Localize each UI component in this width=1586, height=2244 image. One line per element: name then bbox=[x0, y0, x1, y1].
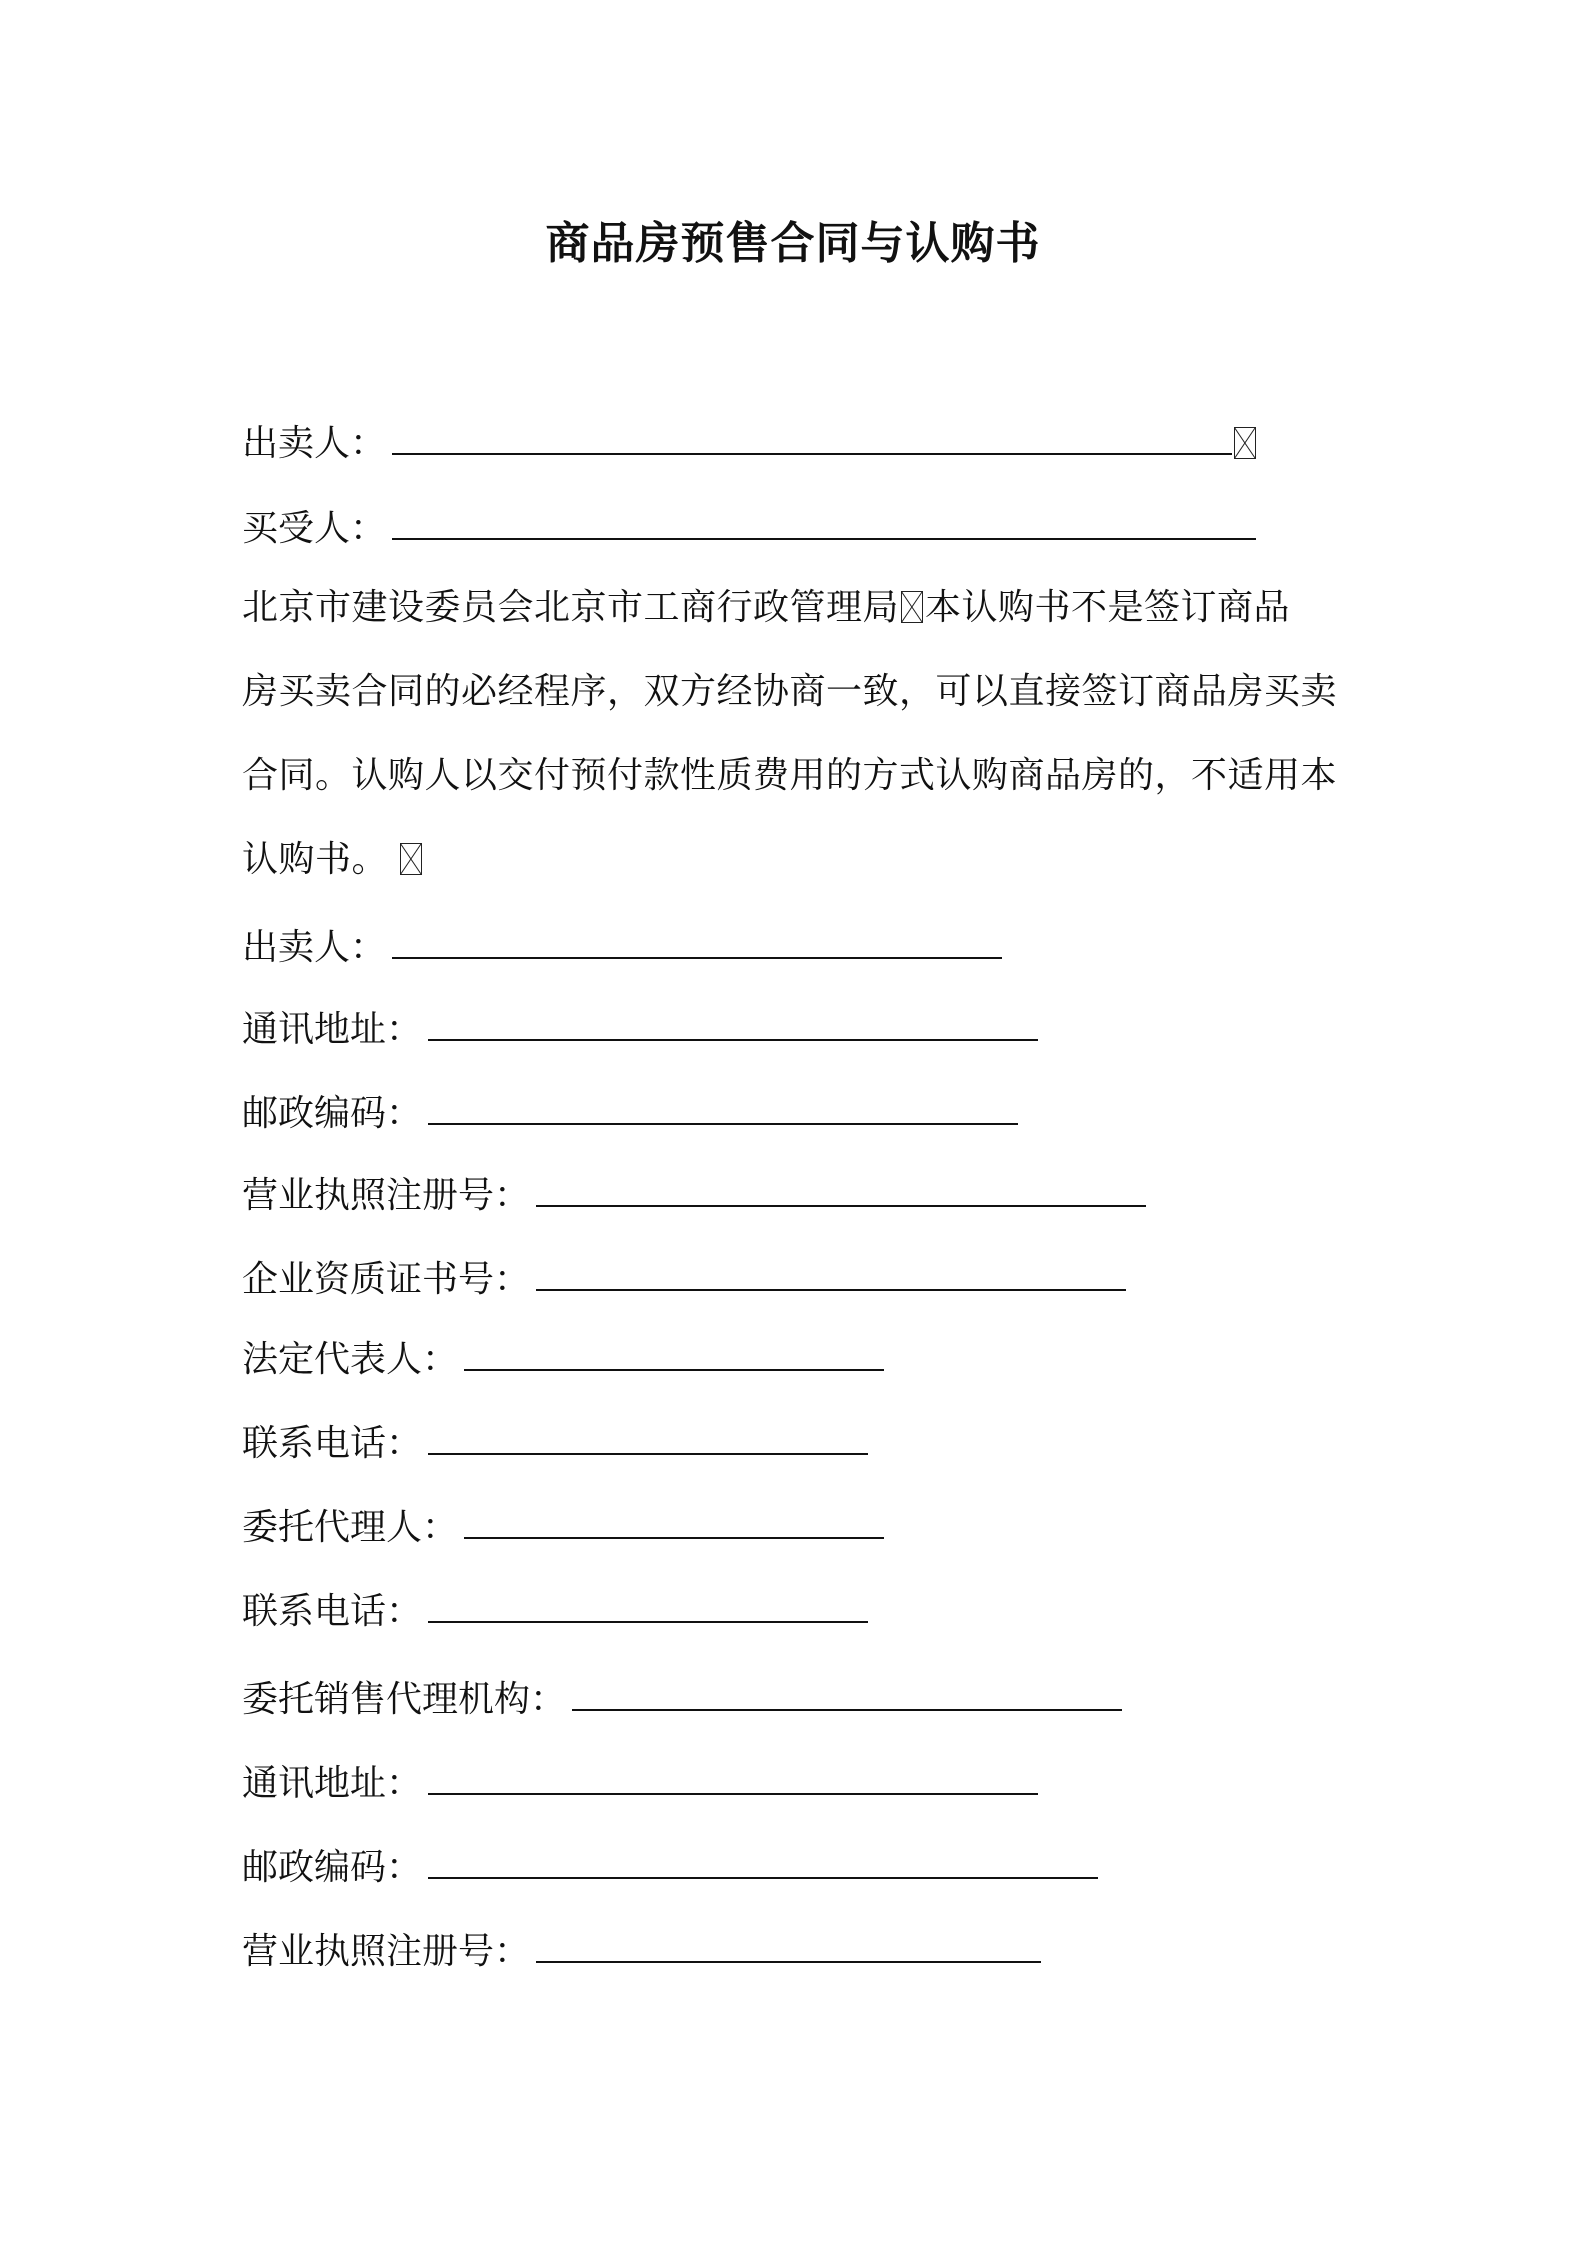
field-blank[interactable] bbox=[428, 1591, 868, 1623]
buyer-party-line bbox=[242, 505, 1256, 553]
field-legal-representative bbox=[242, 1336, 884, 1384]
field-label: 营业执照注册号： bbox=[242, 1175, 531, 1216]
field-label: 联系电话： bbox=[242, 1423, 423, 1464]
field-agent-phone bbox=[242, 1588, 868, 1636]
field-label: 联系电话： bbox=[242, 1591, 423, 1632]
field-label: 出卖人： bbox=[242, 927, 387, 968]
field-blank[interactable] bbox=[428, 1423, 868, 1455]
field-phone bbox=[242, 1420, 868, 1468]
seller-party-line bbox=[242, 420, 1258, 468]
issuer-text: 北京市建设委员会北京市工商行政管理局 bbox=[242, 587, 900, 628]
field-blank[interactable] bbox=[572, 1679, 1122, 1711]
field-sales-agency bbox=[242, 1676, 1122, 1724]
field-seller bbox=[242, 924, 1002, 972]
notice-line-3: 合同。认购人以交付预付款性质费用的方式认购商品房的，不适用本 bbox=[242, 755, 1338, 796]
field-agency-postcode bbox=[242, 1844, 1098, 1892]
field-blank[interactable] bbox=[428, 1763, 1038, 1795]
notice-text: 本认购书不是签订商品 bbox=[925, 587, 1291, 628]
field-blank[interactable] bbox=[428, 1093, 1018, 1125]
field-label: 邮政编码： bbox=[242, 1847, 423, 1888]
notice-text: 认购书。 bbox=[242, 839, 389, 880]
field-license-number bbox=[242, 1172, 1146, 1220]
field-label: 委托代理人： bbox=[242, 1507, 459, 1548]
field-label: 法定代表人： bbox=[242, 1339, 459, 1380]
buyer-party-label: 买受人： bbox=[242, 508, 387, 549]
field-blank[interactable] bbox=[428, 1847, 1098, 1879]
notice-line-4 bbox=[242, 836, 424, 884]
document-title: 商品房预售合同与认购书 bbox=[545, 218, 1041, 269]
field-label: 委托销售代理机构： bbox=[242, 1679, 567, 1720]
field-blank[interactable] bbox=[464, 1507, 884, 1539]
field-agent bbox=[242, 1504, 884, 1552]
field-blank[interactable] bbox=[536, 1259, 1126, 1291]
missing-glyph-icon bbox=[400, 843, 422, 875]
field-label: 邮政编码： bbox=[242, 1093, 423, 1134]
field-agency-address bbox=[242, 1760, 1038, 1808]
missing-glyph-icon bbox=[1234, 427, 1256, 459]
field-blank[interactable] bbox=[428, 1009, 1038, 1041]
seller-party-label: 出卖人： bbox=[242, 423, 387, 464]
notice-line-2: 房买卖合同的必经程序，双方经协商一致，可以直接签订商品房买卖 bbox=[242, 671, 1338, 712]
field-blank[interactable] bbox=[464, 1339, 884, 1371]
field-label: 通讯地址： bbox=[242, 1763, 423, 1804]
field-address bbox=[242, 1006, 1038, 1054]
field-blank[interactable] bbox=[536, 1931, 1041, 1963]
field-agency-license bbox=[242, 1928, 1041, 1976]
field-label: 营业执照注册号： bbox=[242, 1931, 531, 1972]
field-label: 企业资质证书号： bbox=[242, 1259, 531, 1300]
field-qualification-number bbox=[242, 1256, 1126, 1304]
field-postcode bbox=[242, 1090, 1018, 1138]
field-blank[interactable] bbox=[536, 1175, 1146, 1207]
missing-glyph-icon bbox=[901, 591, 923, 623]
notice-line-1 bbox=[242, 584, 1290, 632]
field-label: 通讯地址： bbox=[242, 1009, 423, 1050]
field-blank[interactable] bbox=[392, 927, 1002, 959]
buyer-party-blank[interactable] bbox=[392, 508, 1256, 540]
seller-party-blank[interactable] bbox=[392, 423, 1232, 455]
